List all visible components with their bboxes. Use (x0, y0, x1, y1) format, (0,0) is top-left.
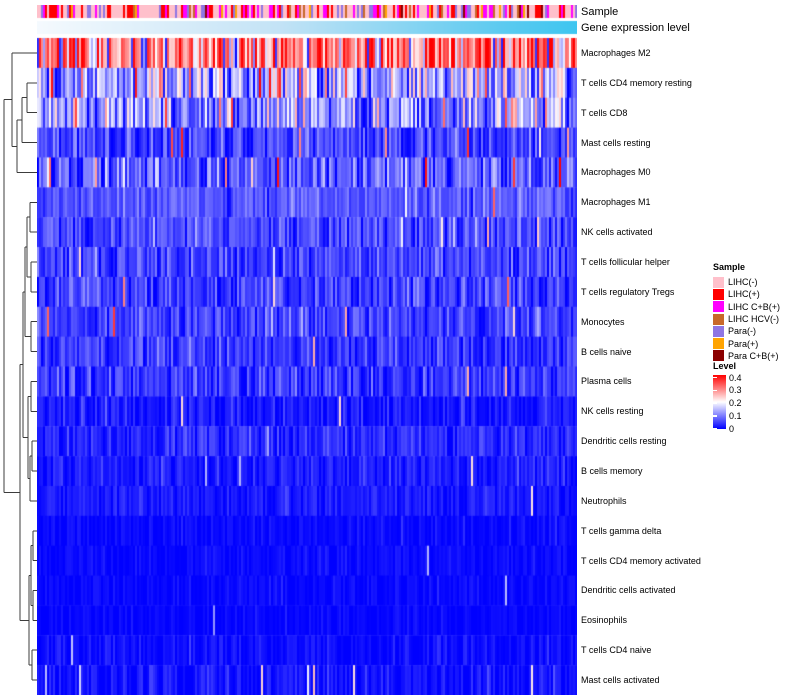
row-label: Monocytes (581, 316, 625, 327)
row-label: Mast cells activated (581, 675, 660, 686)
level-legend (713, 361, 742, 434)
legend-item-label: Para(-) (728, 326, 757, 337)
level-tick-label: 0 (729, 423, 735, 434)
legend-item-label: LIHC C+B(+) (728, 301, 781, 312)
row-label: NK cells activated (581, 227, 653, 238)
legend-item (713, 301, 780, 313)
heatmap-canvas (37, 5, 577, 695)
row-label: T cells gamma delta (581, 525, 662, 536)
row-label: B cells memory (581, 466, 643, 476)
legend-item (713, 337, 780, 349)
row-label: Neutrophils (581, 495, 627, 506)
legend-swatch (713, 301, 724, 312)
row-label: Dendritic cells activated (581, 585, 676, 596)
level-tick-label: 0.1 (729, 410, 742, 421)
legend-item-label: Para C+B(+) (728, 350, 779, 361)
level-tick-dash (713, 428, 717, 430)
sample-legend-items (713, 276, 780, 362)
row-label: B cells naive (581, 346, 632, 357)
legend-item-label: Para(+) (728, 338, 759, 349)
sample-legend (713, 262, 780, 362)
legend-item-label: LIHC(+) (728, 289, 760, 300)
level-tick-label: 0.4 (729, 372, 742, 383)
row-label: Mast cells resting (581, 137, 651, 148)
row-label: T cells CD8 (581, 107, 628, 118)
row-label: Dendritic cells resting (581, 436, 667, 447)
legend-item (713, 313, 780, 325)
row-label: Eosinophils (581, 615, 628, 626)
row-label: Macrophages M1 (581, 197, 651, 208)
level-tick-dash (713, 377, 717, 379)
row-label: T cells CD4 naive (581, 645, 652, 656)
level-tick-dash (713, 390, 717, 392)
legend-swatch (713, 314, 724, 325)
legend-swatch (713, 338, 724, 349)
row-label: NK cells resting (581, 406, 644, 417)
row-label: T cells regulatory Tregs (581, 286, 675, 297)
row-label: T cells CD4 memory activated (581, 555, 701, 566)
level-tick-dash (713, 415, 717, 417)
row-label: T cells CD4 memory resting (581, 77, 692, 88)
legend-item (713, 276, 780, 288)
row-label: Macrophages M2 (581, 47, 651, 58)
legend-item (713, 325, 780, 337)
legend-item (713, 288, 780, 300)
level-gradient-wrap (713, 372, 742, 434)
gene-bar-label: Gene expression level (581, 21, 690, 34)
row-label: Macrophages M0 (581, 167, 651, 178)
legend-swatch (713, 326, 724, 337)
legend-item-label: LIHC(-) (728, 277, 758, 288)
sample-legend-title: Sample (713, 262, 746, 272)
legend-item-label: LIHC HCV(-) (728, 314, 779, 325)
legend-swatch (713, 350, 724, 361)
sample-bar-label: Sample (581, 5, 619, 18)
row-label: T cells follicular helper (581, 256, 670, 267)
legend-swatch (713, 277, 724, 288)
level-tick-label: 0.2 (729, 398, 742, 409)
row-label: Plasma cells (581, 376, 632, 387)
level-tick-label: 0.3 (729, 385, 742, 396)
level-legend-title: Level (713, 361, 737, 371)
legend-swatch (713, 289, 724, 300)
level-tick-dash (713, 402, 717, 404)
